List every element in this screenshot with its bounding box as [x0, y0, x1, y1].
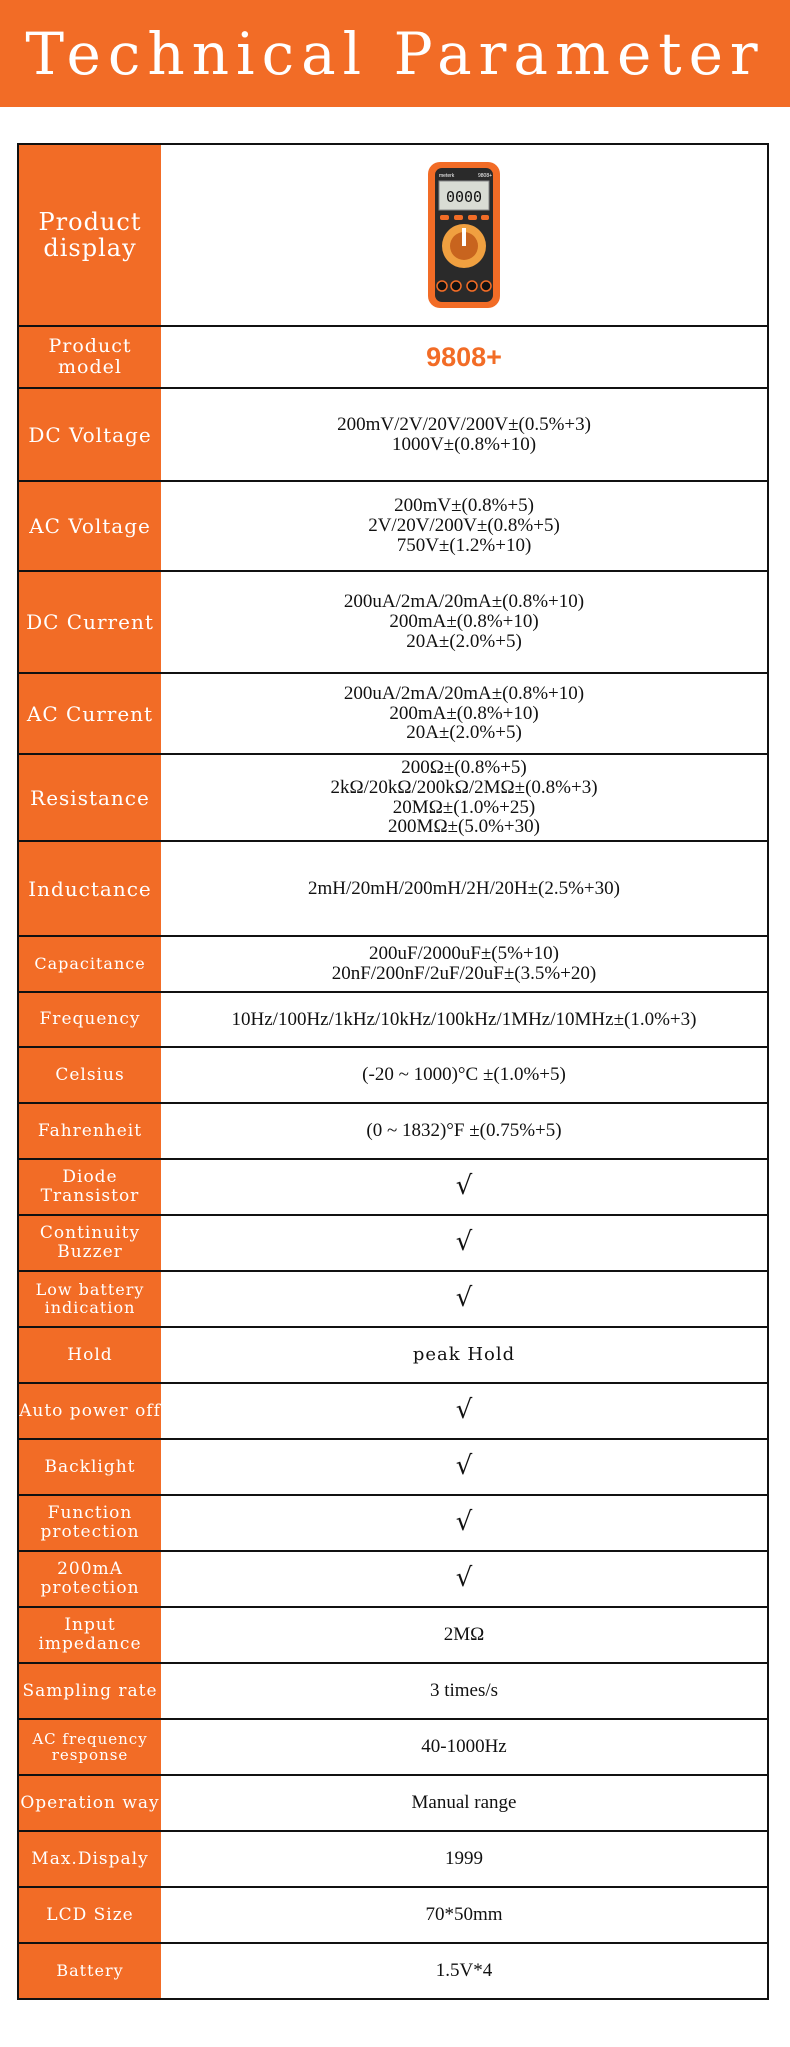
spec-row	[19, 1886, 767, 1942]
row-value	[161, 1944, 767, 1998]
value-line: 70*50mm	[425, 1904, 503, 1926]
row-label: DC Voltage	[19, 389, 161, 480]
value-line: 200MΩ±(5.0%+30)	[388, 816, 540, 838]
value-line: 1.5V*4	[435, 1960, 493, 1982]
value-line: 2kΩ/20kΩ/200kΩ/2MΩ±(0.8%+3)	[330, 776, 598, 798]
row-label: Resistance	[19, 755, 161, 840]
checkmark: √	[455, 1451, 473, 1482]
value-line: 200uF/2000uF±(5%+10)	[368, 943, 560, 965]
row-label: Frequency	[19, 993, 161, 1046]
model-number: 9808+	[426, 341, 502, 372]
spec-row	[19, 570, 767, 672]
row-value	[161, 1104, 767, 1158]
value-line: 750V±(1.2%+10)	[396, 534, 532, 556]
row-label: LCD Size	[19, 1888, 161, 1942]
spec-table	[17, 143, 769, 2000]
row-label: Capacitance	[19, 937, 161, 991]
row-value	[161, 937, 767, 991]
spec-row	[19, 1382, 767, 1438]
row-value	[161, 327, 767, 387]
brand-text: meterk	[439, 173, 455, 179]
row-label: Product model	[19, 327, 161, 387]
checkmark: √	[455, 1171, 473, 1202]
value-line: 3 times/s	[429, 1680, 499, 1702]
row-product-model	[19, 325, 767, 387]
spec-row	[19, 480, 767, 570]
spec-row	[19, 1774, 767, 1830]
value-line: 2mH/20mH/200mH/2H/20H±(2.5%+30)	[308, 877, 620, 899]
row-label: Product display	[19, 145, 161, 325]
spec-row	[19, 1942, 767, 1998]
row-value	[161, 1496, 767, 1550]
spec-row	[19, 1494, 767, 1550]
checkmark: √	[455, 1227, 473, 1258]
row-value	[161, 1440, 767, 1494]
row-value	[161, 572, 767, 672]
checkmark: √	[455, 1283, 473, 1314]
checkmark: √	[455, 1563, 473, 1594]
value-line: 20MΩ±(1.0%+25)	[392, 796, 536, 818]
spec-row	[19, 1046, 767, 1102]
spec-row	[19, 387, 767, 480]
value-line: 200mA±(0.8%+10)	[389, 702, 539, 724]
row-label: Sampling rate	[19, 1664, 161, 1718]
spec-row	[19, 1550, 767, 1606]
spec-row	[19, 1830, 767, 1886]
spec-row	[19, 840, 767, 935]
value-line: 1999	[445, 1848, 483, 1870]
row-label: Battery	[19, 1944, 161, 1998]
row-label: AC frequency response	[19, 1720, 161, 1774]
value-line: 200uA/2mA/20mA±(0.8%+10)	[343, 682, 585, 704]
row-label: Hold	[19, 1328, 161, 1382]
spec-row	[19, 935, 767, 991]
row-label: Operation way	[19, 1776, 161, 1830]
spec-row	[19, 1438, 767, 1494]
row-label: AC Current	[19, 674, 161, 753]
row-value	[161, 755, 767, 840]
multimeter-icon	[426, 160, 502, 310]
row-label: Input impedance	[19, 1608, 161, 1662]
spec-row	[19, 1606, 767, 1662]
spec-row	[19, 1326, 767, 1382]
spec-row	[19, 1718, 767, 1774]
model-tag: 9808+	[478, 173, 493, 179]
row-value	[161, 1888, 767, 1942]
row-label: Backlight	[19, 1440, 161, 1494]
row-label: Diode Transistor	[19, 1160, 161, 1214]
row-value	[161, 1048, 767, 1102]
row-value	[161, 1776, 767, 1830]
product-image	[161, 145, 767, 325]
value-line: 2V/20V/200V±(0.8%+5)	[368, 515, 560, 537]
value-line: 40-1000Hz	[421, 1736, 507, 1758]
row-label: Low battery indication	[19, 1272, 161, 1326]
value-line: peak Hold	[412, 1343, 516, 1365]
row-value	[161, 1160, 767, 1214]
lcd-reading: 0000	[445, 188, 483, 206]
row-label: DC Current	[19, 572, 161, 672]
spec-row	[19, 753, 767, 840]
row-value	[161, 1328, 767, 1382]
value-line: 200uA/2mA/20mA±(0.8%+10)	[343, 591, 585, 613]
row-value	[161, 1608, 767, 1662]
row-value	[161, 1216, 767, 1270]
value-line: 200mV±(0.8%+5)	[394, 495, 534, 517]
row-value	[161, 1384, 767, 1438]
row-label: Inductance	[19, 842, 161, 935]
row-label: Continuity Buzzer	[19, 1216, 161, 1270]
value-line: 2MΩ	[443, 1624, 485, 1646]
value-line: 20A±(2.0%+5)	[406, 630, 522, 652]
value-line: 20A±(2.0%+5)	[406, 722, 522, 744]
value-line: 200mA±(0.8%+10)	[389, 611, 539, 633]
row-value	[161, 1832, 767, 1886]
value-line: 10Hz/100Hz/1kHz/10kHz/100kHz/1MHz/10MHz±(1.0%+3)	[231, 1008, 697, 1030]
row-value	[161, 1552, 767, 1606]
row-product-display	[19, 145, 767, 325]
row-value	[161, 1720, 767, 1774]
row-value	[161, 389, 767, 480]
spec-row	[19, 1102, 767, 1158]
value-line: (-20 ~ 1000)°C ±(1.0%+5)	[362, 1064, 566, 1086]
page-title: Technical Parameter	[0, 0, 790, 107]
row-label: Max.Dispaly	[19, 1832, 161, 1886]
value-line: 20nF/200nF/2uF/20uF±(3.5%+20)	[331, 963, 597, 984]
spec-row	[19, 1158, 767, 1214]
spec-row	[19, 1214, 767, 1270]
row-label: Fahrenheit	[19, 1104, 161, 1158]
value-line: (0 ~ 1832)°F ±(0.75%+5)	[366, 1120, 562, 1142]
value-line: 200mV/2V/20V/200V±(0.5%+3)	[337, 413, 591, 435]
spec-row	[19, 1270, 767, 1326]
value-line: 1000V±(0.8%+10)	[391, 433, 537, 455]
row-label: Celsius	[19, 1048, 161, 1102]
checkmark: √	[455, 1507, 473, 1538]
row-label: Auto power off	[19, 1384, 161, 1438]
row-label: AC Voltage	[19, 482, 161, 570]
row-label: 200mA protection	[19, 1552, 161, 1606]
value-line: Manual range	[411, 1792, 517, 1814]
row-value	[161, 1272, 767, 1326]
row-value	[161, 993, 767, 1046]
checkmark: √	[455, 1395, 473, 1426]
row-value	[161, 674, 767, 753]
spec-row	[19, 991, 767, 1046]
row-label: Function protection	[19, 1496, 161, 1550]
row-value	[161, 842, 767, 935]
spec-row	[19, 1662, 767, 1718]
spec-row	[19, 672, 767, 753]
row-value	[161, 1664, 767, 1718]
value-line: 200Ω±(0.8%+5)	[401, 756, 527, 778]
row-value	[161, 482, 767, 570]
